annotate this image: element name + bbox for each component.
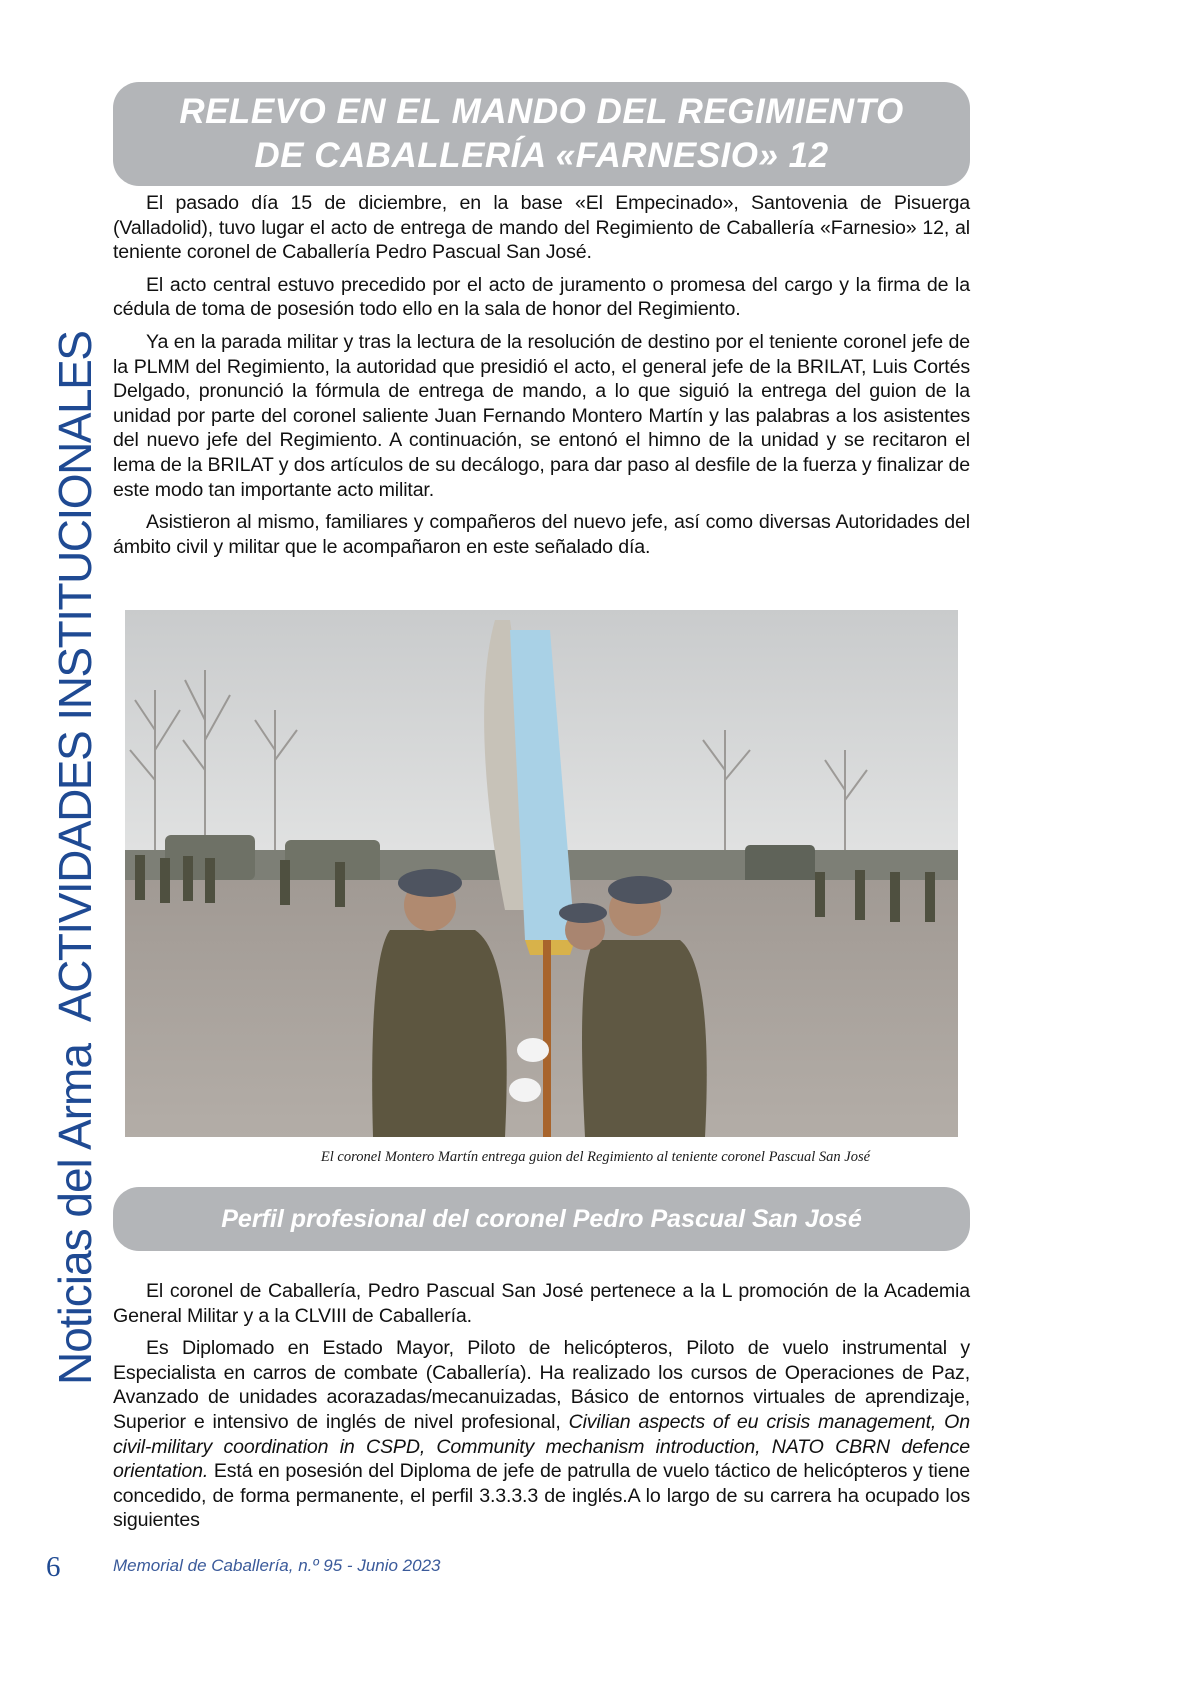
profile-paragraph: El coronel de Caballería, Pedro Pascual San José pertenece a la L promoción de la Academia General Militar y a la CLVIII de Caballería. xyxy=(113,1280,970,1327)
profile-text: Está en posesión del Diploma de jefe de patrulla de vuelo táctico de helicópteros y tiene concedido, de forma permanente, el perfil 3.3.3.3 de inglés.A lo largo de su carrera ha ocupado los siguientes xyxy=(113,1460,970,1532)
article-paragraph: El acto central estuvo precedido por el acto de juramento o promesa del cargo y la firma de la cédula de toma de posesión todo ello en la sala de honor del Regimiento. xyxy=(113,273,970,321)
ceremony-photo-illustration xyxy=(125,610,958,1137)
profile-title-banner xyxy=(113,1187,970,1251)
profile-body xyxy=(113,1279,970,1541)
page-number: 6 xyxy=(46,1551,61,1583)
ceremony-photo xyxy=(125,610,958,1137)
article-title-line-1: RELEVO EN EL MANDO DEL REGIMIENTO xyxy=(179,92,904,131)
photo-caption: El coronel Montero Martín entrega guion del Regimiento al teniente coronel Pascual San José xyxy=(320,1149,871,1165)
magazine-name: Noticias del Arma xyxy=(49,1044,101,1385)
article-body xyxy=(113,191,970,567)
article-title xyxy=(179,90,903,178)
article-paragraph: Ya en la parada militar y tras la lectura de la resolución de destino por el teniente coronel jefe de la PLMM del Regimiento, la autoridad que presidió el acto, el general jefe de la BRILAT, Luis Cortés Delgado, pronunció la fórmula de entrega de mando, a lo que siguió la entrega del guion de la unidad por parte del coronel saliente Juan Fernando Montero Martín y las palabras a los asistentes del nuevo jefe del Regimiento. A continuación, se entonó el himno de la unidad y se recitaron el lema de la BRILAT y dos artículos de su decálogo, para dar paso al desfile de la fuerza y finalizar de este modo tan importante acto militar. xyxy=(113,330,970,501)
profile-text: Es Diplomado en Estado Mayor, Piloto de helicópteros, Piloto de vuelo instrumental y Especialista en carros de combate (Caballería). Ha realizado los cursos de Operaciones de Paz, Avanzado de unidades acorazadas/mecanuizadas, Básico de entornos virtuales de aprendizaje, Superior e intensivo de inglés de nivel profesional, xyxy=(113,1337,970,1433)
section-name: ACTIVIDADES INSTITUCIONALES xyxy=(49,331,101,1023)
article-title-banner xyxy=(113,82,970,186)
article-paragraph: Asistieron al mismo, familiares y compañeros del nuevo jefe, así como diversas Autoridades del ámbito civil y militar que le acompañaron en este señalado día. xyxy=(113,511,970,558)
publication-footer: Memorial de Caballería, n.º 95 - Junio 2023 xyxy=(113,1556,441,1575)
article-paragraph: El pasado día 15 de diciembre, en la base «El Empecinado», Santovenia de Pisuerga (Valladolid), tuvo lugar el acto de entrega de mando del Regimiento de Caballería «Farnesio» 12, al teniente coronel de Caballería Pedro Pascual San José. xyxy=(113,192,970,264)
profile-courses-italic: Civilian aspects of eu crisis management, On civil-military coordination in CSPD, Community mechanism introduction, NATO CBRN defence orientation. xyxy=(113,1410,970,1483)
sidebar-vertical-label xyxy=(49,331,101,1385)
article-title-line-2: DE CABALLERÍA «FARNESIO» 12 xyxy=(254,136,829,175)
profile-paragraph xyxy=(113,1336,970,1533)
profile-title: Perfil profesional del coronel Pedro Pascual San José xyxy=(221,1205,862,1233)
